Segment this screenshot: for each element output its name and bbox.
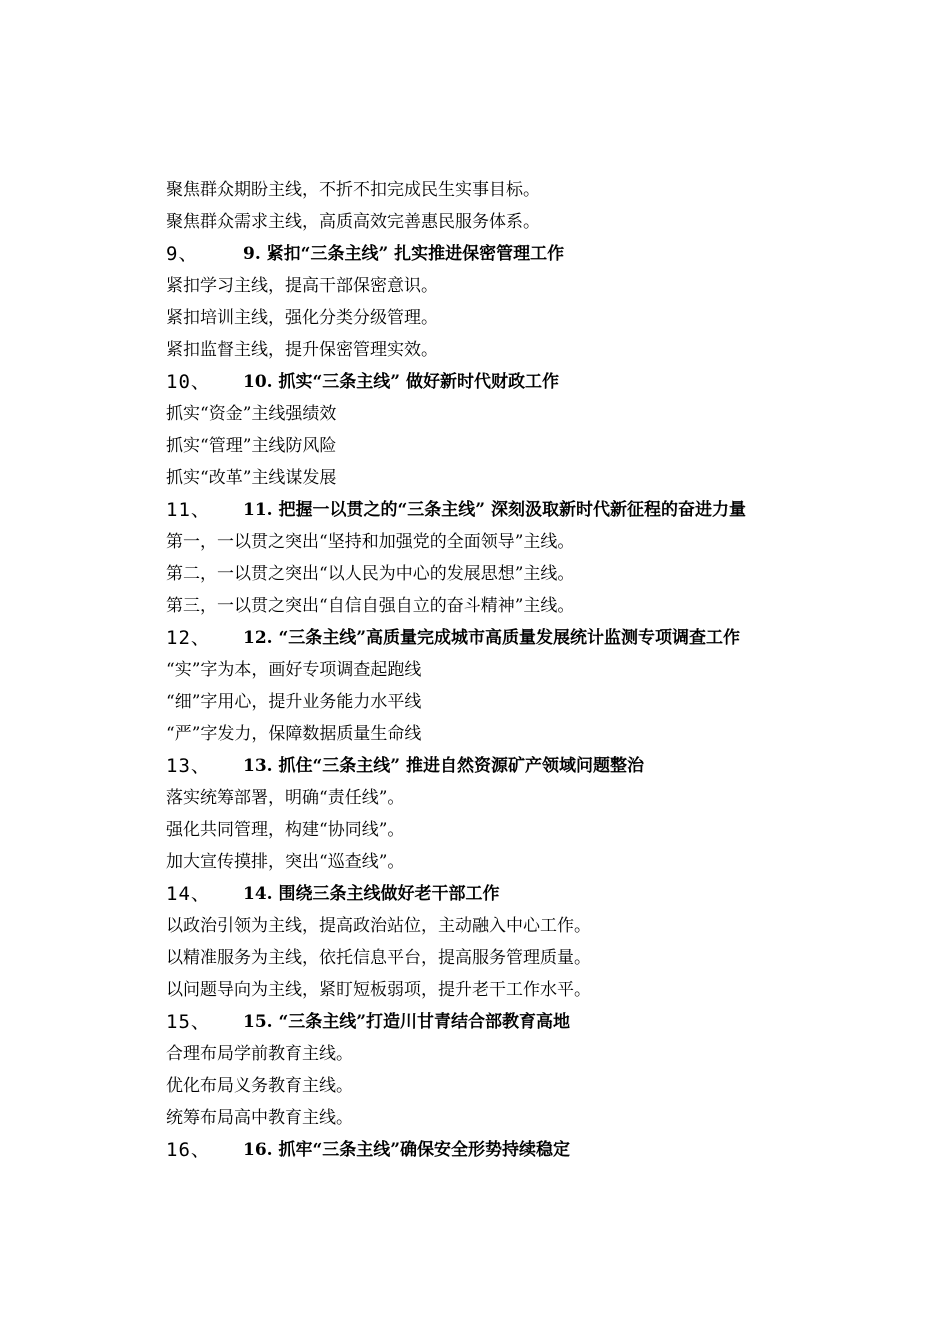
section-item: “实”字为本，画好专项调查起跑线 <box>166 660 422 680</box>
section-number: 10、 <box>166 371 211 393</box>
section-item: “严”字发力，保障数据质量生命线 <box>166 724 422 744</box>
section-item: 优化布局义务教育主线。 <box>166 1076 353 1096</box>
section-number: 14、 <box>166 883 211 905</box>
section-title: 14. 围绕三条主线做好老干部工作 <box>243 884 500 904</box>
section-title: 16. 抓牢“三条主线”确保安全形势持续稳定 <box>243 1140 571 1160</box>
section-title: 15. “三条主线”打造川甘青结合部教育高地 <box>243 1012 571 1032</box>
section-item: 紧扣学习主线，提高干部保密意识。 <box>166 276 438 296</box>
section-number: 9、 <box>166 243 199 265</box>
intro-line: 聚焦群众期盼主线，不折不扣完成民生实事目标。 <box>166 180 540 200</box>
section-heading <box>166 750 846 782</box>
section-number: 16、 <box>166 1139 211 1161</box>
section-item: 抓实“改革”主线谋发展 <box>166 468 337 488</box>
section-title: 11. 把握一以贯之的“三条主线” 深刻汲取新时代新征程的奋进力量 <box>243 500 746 520</box>
section-item: 第三，一以贯之突出“自信自强自立的奋斗精神”主线。 <box>166 596 575 616</box>
document-body <box>166 174 846 1166</box>
section-item: 以精准服务为主线，依托信息平台，提高服务管理质量。 <box>166 948 591 968</box>
section-item: 抓实“管理”主线防风险 <box>166 436 337 456</box>
section-number: 12、 <box>166 627 211 649</box>
section-item: 紧扣培训主线，强化分类分级管理。 <box>166 308 438 328</box>
section-title: 13. 抓住“三条主线” 推进自然资源矿产领域问题整治 <box>243 756 644 776</box>
section-item: 抓实“资金”主线强绩效 <box>166 404 337 424</box>
section-item: 紧扣监督主线，提升保密管理实效。 <box>166 340 438 360</box>
section-heading <box>166 878 846 910</box>
section-item: 第一，一以贯之突出“坚持和加强党的全面领导”主线。 <box>166 532 575 552</box>
section-title: 12. “三条主线”高质量完成城市高质量发展统计监测专项调查工作 <box>243 628 741 648</box>
section-item: 第二，一以贯之突出“以人民为中心的发展思想”主线。 <box>166 564 575 584</box>
section-heading <box>166 494 846 526</box>
section-heading <box>166 622 846 654</box>
intro-line: 聚焦群众需求主线，高质高效完善惠民服务体系。 <box>166 212 540 232</box>
section-item: 强化共同管理，构建“协同线”。 <box>166 820 405 840</box>
section-item: 以政治引领为主线，提高政治站位，主动融入中心工作。 <box>166 916 591 936</box>
section-item: 以问题导向为主线，紧盯短板弱项，提升老干工作水平。 <box>166 980 591 1000</box>
section-title: 9. 紧扣“三条主线” 扎实推进保密管理工作 <box>243 244 565 264</box>
section-number: 13、 <box>166 755 211 777</box>
section-heading <box>166 1134 846 1166</box>
section-heading <box>166 1006 846 1038</box>
section-title: 10. 抓实“三条主线” 做好新时代财政工作 <box>243 372 559 392</box>
section-number: 11、 <box>166 499 211 521</box>
section-item: 加大宣传摸排，突出“巡查线”。 <box>166 852 405 872</box>
section-item: 落实统筹部署，明确“责任线”。 <box>166 788 405 808</box>
section-item: 统筹布局高中教育主线。 <box>166 1108 353 1128</box>
section-heading <box>166 366 846 398</box>
section-item: “细”字用心，提升业务能力水平线 <box>166 692 422 712</box>
section-item: 合理布局学前教育主线。 <box>166 1044 353 1064</box>
section-number: 15、 <box>166 1011 211 1033</box>
section-heading <box>166 238 846 270</box>
